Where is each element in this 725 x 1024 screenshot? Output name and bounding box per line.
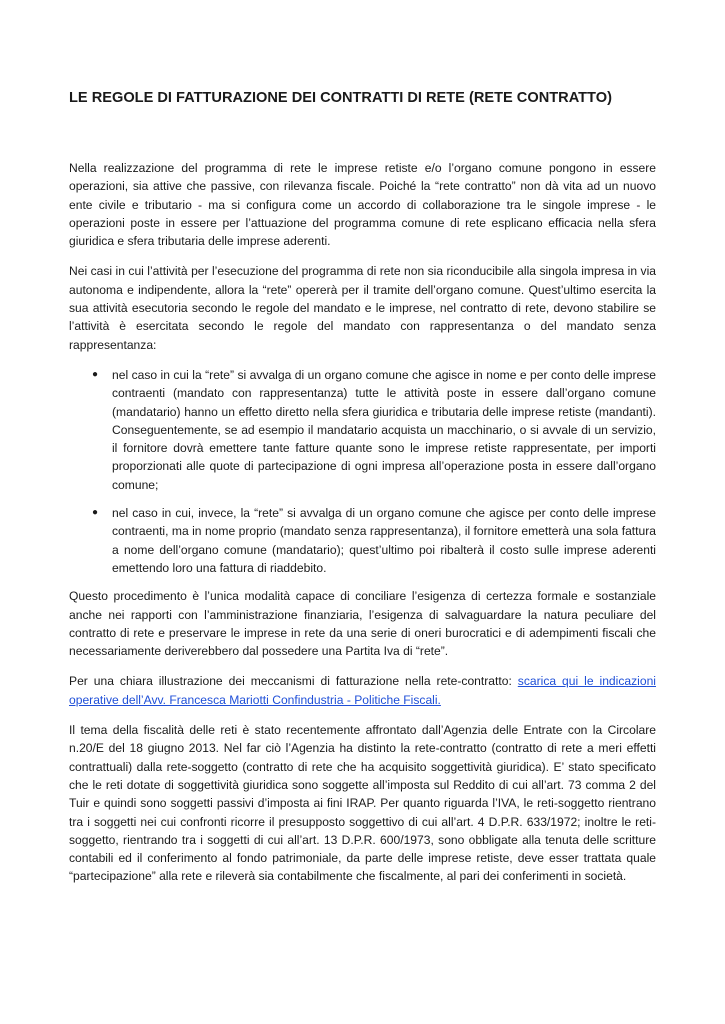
bullet-icon: ● <box>92 507 99 519</box>
paragraph-intro: Nella realizzazione del programma di rete le imprese retiste e/o l’organo comune pongono in essere operazioni, sia attive che passive, con rilevanza fiscale. Poiché la “rete contratto” non dà vita ad un nuovo ente civile e tributario - ma si configura come un accordo di collaborazione tra le singole imprese - le operazioni poste in essere per l’attuazione del programma comune di rete esplicano efficacia nella sfera giuridica e sfera tributaria delle imprese aderenti. <box>69 161 656 249</box>
download-intro-text: Per una chiara illustrazione dei meccanismi di fatturazione nella rete-contratto: <box>69 674 518 689</box>
document-title: LE REGOLE DI FATTURAZIONE DEI CONTRATTI DI RETE (RETE CONTRATTO) <box>69 90 612 106</box>
paragraph-download <box>69 672 656 709</box>
paragraph-tax-circular: Il tema della fiscalità delle reti è stato recentemente affrontato dall’Agenzia delle Entrate con la Circolare n.20/E del 18 giugno 2013. Nel far ciò l’Agenzia ha distinto la rete-contratto (contratto di rete a meri effetti contrattuali) dalla rete-soggetto (contratto di rete che ha acquisito soggettività giuridica). E’ stato specificato che le reti dotate di soggettività giuridica sono soggette all’imposta sul Reddito di cui all’art. 73 comma 2 del Tuir e quindi sono soggetti passivi d’imposta ai fini IRAP. Per quanto riguarda l’IVA, le reti-soggetto rientrano tra i soggetti nei cui confronti ricorre il presupposto soggettivo di cui all’art. 4 D.P.R. 633/1972; inoltre le reti-soggetto, rientrando tra i soggetti di cui all’art. 13 D.P.R. 600/1973, sono obbligate alla tenuta delle scritture contabili ed il conferimento al fondo patrimoniale, da parte delle imprese retiste, deve esser trattata quale “partecipazione” alla rete e rileverà sia contabilmente che fiscalmente, al pari dei conferimenti in società. <box>69 723 656 884</box>
mandate-bullet-list <box>69 366 656 577</box>
download-guidelines-link[interactable]: scarica qui le indicazioni operative dell’Avv. Francesca Mariotti Confindustria - Politiche Fiscali. <box>69 674 656 707</box>
document-body <box>69 88 656 898</box>
bullet-item-with-representation <box>69 366 656 494</box>
bullet-text: nel caso in cui, invece, la “rete” si avvalga di un organo comune che agisce per conto delle imprese contraenti, ma in nome proprio (mandato senza rappresentanza), il fornitore emetterà una sola fattura a nome dell’organo comune (mandatario); quest’ultimo poi ribalterà il costo sulle imprese aderenti emettendo loro una fattura di riaddebito. <box>112 506 656 575</box>
paragraph-procedure: Questo procedimento è l’unica modalità capace di conciliare l’esigenza di certezza formale e sostanziale anche nei rapporti con l’amministrazione finanziaria, l’esigenza di salvaguardare la natura peculiare del contratto di rete e preservare le imprese in rete da una serie di oneri burocratici e di adempimenti fiscali che necessariamente deriverebbero dal possedere una Partita Iva di “rete”. <box>69 589 656 659</box>
bullet-text: nel caso in cui la “rete” si avvalga di un organo comune che agisce in nome e per conto delle imprese contraenti (mandato con rappresentanza) tutte le attività poste in essere dall’organo comune (mandatario) hanno un effetto diretto nella sfera giuridica e tributaria delle imprese retiste (mandanti). Conseguentemente, se ad esempio il mandatario acquista un macchinario, o si avvale di un servizio, il fornitore dovrà emettere tante fatture quante sono le imprese retiste rappresentate, per importi proporzionati alle quote di partecipazione di ogni impresa all’operazione posta in essere dall’organo comune; <box>112 367 656 492</box>
paragraph-mandate: Nei casi in cui l’attività per l’esecuzione del programma di rete non sia riconducibile alla singola impresa in via autonoma e indipendente, allora la “rete” opererà per il tramite dell’organo comune. Quest’ultimo esercita la sua attività esecutoria secondo le regole del mandato e le imprese, nel contratto di rete, devono stabilire se l’attività è esercitata secondo le regole del mandato con rappresentanza o del mandato senza rappresentanza: <box>69 264 656 352</box>
bullet-icon: ● <box>92 368 99 380</box>
bullet-item-without-representation <box>69 504 656 577</box>
